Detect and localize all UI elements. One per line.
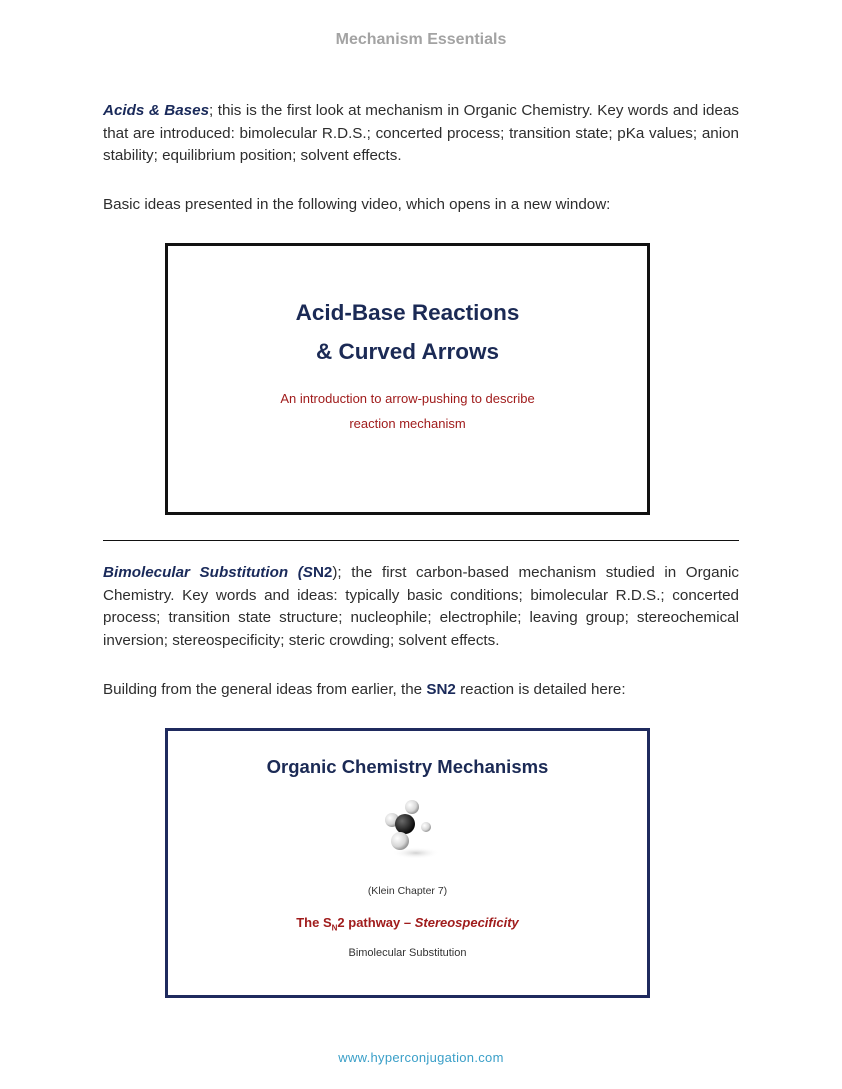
sn2-paragraph [103, 562, 739, 652]
video-1-title [168, 293, 647, 371]
video-1-subtitle-line2: reaction mechanism [349, 416, 466, 431]
acids-bases-lead: Acids & Bases [103, 102, 210, 119]
video-2-pathway: The $S_N2$ pathway – Stereospecificity [296, 915, 519, 933]
sn2-video-link[interactable] [165, 728, 650, 998]
video-intro-text: Basic ideas presented in the following video, which opens in a new window: [103, 196, 611, 213]
video-2-chapter: (Klein Chapter 7) [367, 885, 448, 897]
acid-base-video-link[interactable] [165, 243, 650, 515]
sn2-lead: Bimolecular Substitution (SN2 [103, 564, 333, 581]
section-divider [103, 540, 739, 541]
acids-bases-paragraph [103, 100, 739, 168]
footer-website-link[interactable]: www.hyperconjugation.com [338, 1050, 504, 1065]
acids-bases-text: ; this is the first look at mechanism in Organic Chemistry. Key words and ideas that are introduced: bimolecular R.D.S.; concerted process; transition state; pKa values; anion stability; equilibrium position; solvent effects. [103, 102, 739, 165]
video-1-subtitle [168, 386, 647, 436]
sn2-lead-suffix: ) [332, 564, 338, 581]
video-2-title: Organic Chemistry Mechanisms [266, 756, 549, 777]
video-1-subtitle-line1: An introduction to arrow-pushing to describe [280, 391, 535, 406]
video-1-title-line1: Acid-Base Reactions [295, 300, 520, 325]
molecule-model-icon [378, 795, 448, 865]
sn2-keyword: SN2 [426, 681, 456, 698]
page-header-title: Mechanism Essentials [335, 31, 507, 48]
sn2-intro-text: Building from the general ideas from earlier, the SN2 reaction is detailed here: [103, 681, 626, 698]
sn2-text: ; the first carbon-based mechanism studied in Organic Chemistry. Key words and ideas: typically basic conditions; bimolecular R.D.S.; concerted process; transition state structure; nucleophile; electrophile; leaving group; stereochemical inversion; stereospecificity; steric crowding; solvent effects. [103, 564, 739, 649]
video-1-title-line2: & Curved Arrows [316, 339, 499, 364]
video-2-subtitle: Bimolecular Substitution [348, 947, 467, 959]
